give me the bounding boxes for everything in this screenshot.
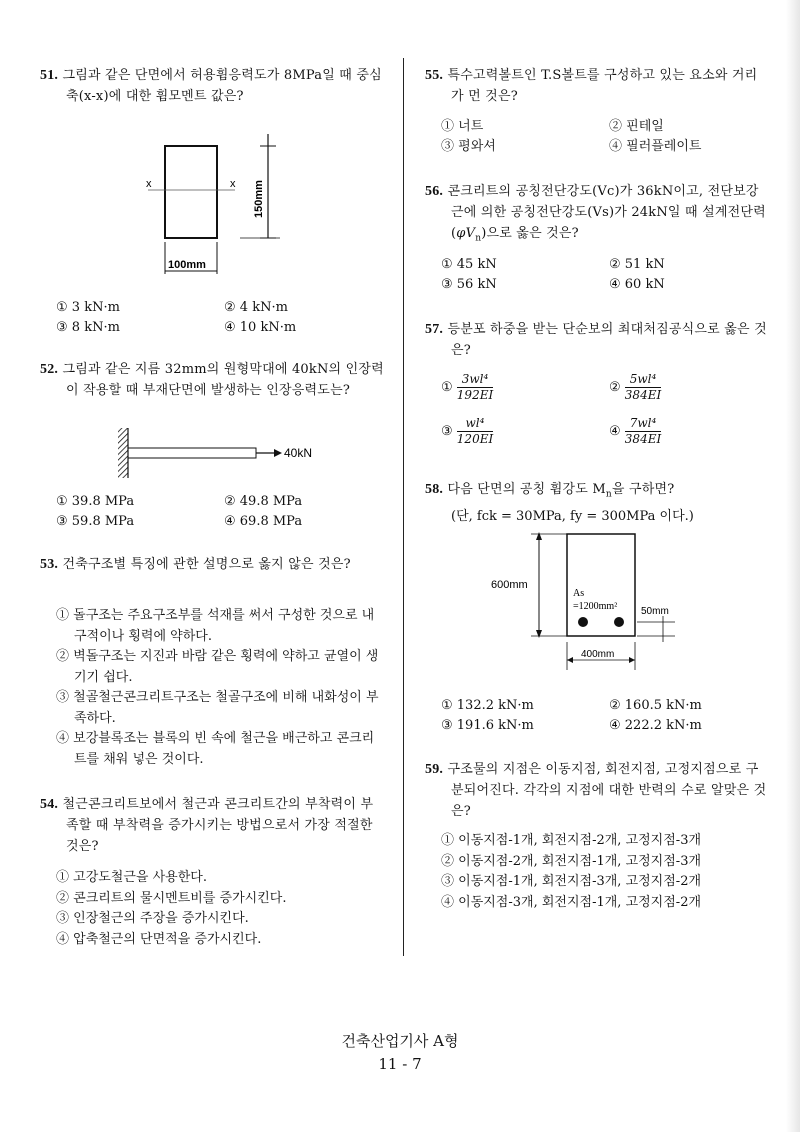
height-label: 150mm — [253, 180, 265, 218]
question-number: 51. — [40, 68, 59, 83]
option[interactable]: ① 45 kN — [441, 257, 497, 272]
question-57-options — [441, 372, 771, 462]
question-number: 59. — [425, 762, 444, 777]
option[interactable]: ③ 평와셔 — [441, 139, 496, 154]
option[interactable]: ① 돌구조는 주요구조부를 석재를 써서 구성한 것으로 내구적이나 횡력에 약하다. — [56, 608, 375, 644]
question-51 — [40, 65, 385, 107]
option[interactable]: ④ 압축철근의 단면적을 증가시킨다. — [56, 931, 262, 947]
question-58-condition: (단, fck = 30MPa, fy = 300MPa 이다.) — [451, 508, 694, 524]
option[interactable]: ③ $\frac{\text{wl⁴}}{120EI}$ — [441, 416, 494, 446]
option[interactable]: ① 고강도철근을 사용한다. — [56, 870, 207, 885]
question-53 — [40, 554, 385, 575]
question-58-text: 58. 다음 단면의 공칭 휨강도 $M_n$을 구하면? — [425, 482, 675, 500]
option[interactable]: ③ 8 kN·m — [56, 320, 120, 335]
option[interactable]: ① 132.2 kN·m — [441, 698, 534, 713]
x-left-label: x — [146, 178, 152, 190]
width-label: 400mm — [581, 649, 615, 660]
footer-title: 건축산업기사 A형 — [341, 1032, 459, 1050]
option[interactable]: ③ 56 kN — [441, 277, 497, 292]
question-53-text: 53. 건축구조별 특징에 관한 설명으로 옳지 않은 것은? — [40, 557, 351, 572]
question-55 — [425, 65, 770, 107]
option[interactable]: ④ 69.8 MPa — [224, 514, 303, 529]
option[interactable]: ② 이동지점-2개, 회전지점-1개, 고정지점-3개 — [441, 853, 702, 869]
question-52 — [40, 359, 385, 401]
figure-rc-beam-section — [491, 530, 691, 680]
question-number: 56. — [425, 184, 444, 199]
option[interactable]: ① $\frac{\text{3wl⁴}}{192EI}$ — [441, 372, 494, 402]
option[interactable]: ③ 인장철근의 주장을 증가시킨다. — [56, 911, 249, 926]
option[interactable]: ④ 10 kN·m — [224, 320, 297, 335]
force-label: 40kN — [284, 446, 313, 460]
question-54-text: 54. 철근콘크리트보에서 철근과 콘크리트간의 부착력이 부족할 때 부착력을 증가시키는 방법으로서 가장 적절한 것은? — [40, 797, 374, 854]
question-number: 53. — [40, 557, 59, 572]
column-divider — [403, 58, 404, 956]
question-number: 55. — [425, 68, 444, 83]
option[interactable]: ① 3 kN·m — [56, 300, 120, 315]
height-label: 600mm — [491, 579, 528, 591]
option[interactable]: ② 51 kN — [609, 257, 665, 272]
option[interactable]: ① 이동지점-1개, 회전지점-2개, 고정지점-3개 — [441, 833, 702, 848]
question-51-text: 51. 그림과 같은 단면에서 허용휨응력도가 8MPa일 때 중심축(x-x)에 대한 휨모멘트 값은? — [40, 68, 382, 104]
option[interactable]: ① 39.8 MPa — [56, 494, 135, 509]
option[interactable]: ③ 철골철근콘크리트구조는 철골구조에 비해 내화성이 부족하다. — [56, 690, 379, 726]
question-59 — [425, 759, 770, 822]
question-57 — [425, 319, 770, 361]
question-number: 54. — [40, 797, 59, 812]
option[interactable]: ② 160.5 kN·m — [609, 698, 702, 713]
question-59-text: 59. 구조물의 지점은 이동지점, 회전지점, 고정지점으로 구분되어진다. 각각의 지점에 대한 반력의 수로 알맞은 것은? — [425, 762, 767, 819]
question-54-options — [56, 868, 386, 950]
question-52-text: 52. 그림과 같은 지름 32mm의 원형막대에 40kN의 인장력이 작용할 때 부재단면에 발생하는 인장응력도는? — [40, 362, 384, 398]
option[interactable]: ② 4 kN·m — [224, 300, 288, 315]
option[interactable]: ④ 이동지점-3개, 회전지점-1개, 고정지점-2개 — [441, 894, 702, 910]
option[interactable]: ③ 191.6 kN·m — [441, 718, 534, 733]
page-edge-shadow — [786, 0, 800, 1132]
question-56 — [425, 181, 770, 250]
question-58 — [425, 479, 770, 527]
question-56-text: 56. 콘크리트의 공칭전단강도(Vc)가 36kN이고, 전단보강근에 의한 공칭전단강도(Vs)가 24kN일 때 설계전단력$(\varphi V_n)$으로 옳은 것은? — [425, 184, 766, 244]
option[interactable]: ② 49.8 MPa — [224, 494, 303, 509]
question-number: 52. — [40, 362, 59, 377]
option[interactable]: ② $\frac{\text{5wl⁴}}{384EI}$ — [609, 372, 662, 402]
x-right-label: x — [230, 178, 236, 190]
option[interactable]: ② 벽돌구조는 지진과 바람 같은 횡력에 약하고 균열이 생기기 쉽다. — [56, 649, 379, 685]
option[interactable]: ② 콘크리트의 물시멘트비를 증가시킨다. — [56, 890, 287, 906]
page-number: 11 - 7 — [378, 1055, 422, 1073]
as-label: As — [573, 588, 585, 599]
question-number: 58. — [425, 482, 444, 497]
option[interactable]: ④ 60 kN — [609, 277, 665, 292]
option[interactable]: ② 핀테일 — [609, 119, 664, 134]
question-54 — [40, 794, 385, 857]
question-55-text: 55. 특수고력볼트인 T.S볼트를 구성하고 있는 요소와 거리가 먼 것은? — [425, 68, 758, 104]
question-53-options — [56, 606, 386, 770]
option[interactable]: ① 너트 — [441, 119, 484, 134]
option[interactable]: ④ 필러플레이트 — [609, 139, 702, 154]
width-label: 100mm — [168, 259, 206, 271]
question-59-options — [441, 831, 771, 913]
option[interactable]: ③ 이동지점-1개, 회전지점-3개, 고정지점-2개 — [441, 874, 702, 889]
cover-label: 50mm — [641, 606, 669, 617]
question-number: 57. — [425, 322, 444, 337]
option[interactable]: ③ 59.8 MPa — [56, 514, 135, 529]
option[interactable]: ④ 보강블록조는 블록의 빈 속에 철근을 배근하고 콘크리트를 채워 넣은 것이다. — [56, 731, 375, 767]
as-value: =1200mm² — [573, 601, 618, 612]
option[interactable]: ④ 222.2 kN·m — [609, 718, 702, 733]
question-57-text: 57. 등분포 하중을 받는 단순보의 최대처짐공식으로 옳은 것은? — [425, 322, 767, 358]
option[interactable]: ④ $\frac{\text{7wl⁴}}{384EI}$ — [609, 416, 662, 446]
figure-rod-tension — [114, 424, 334, 484]
figure-rect-section — [140, 132, 290, 282]
